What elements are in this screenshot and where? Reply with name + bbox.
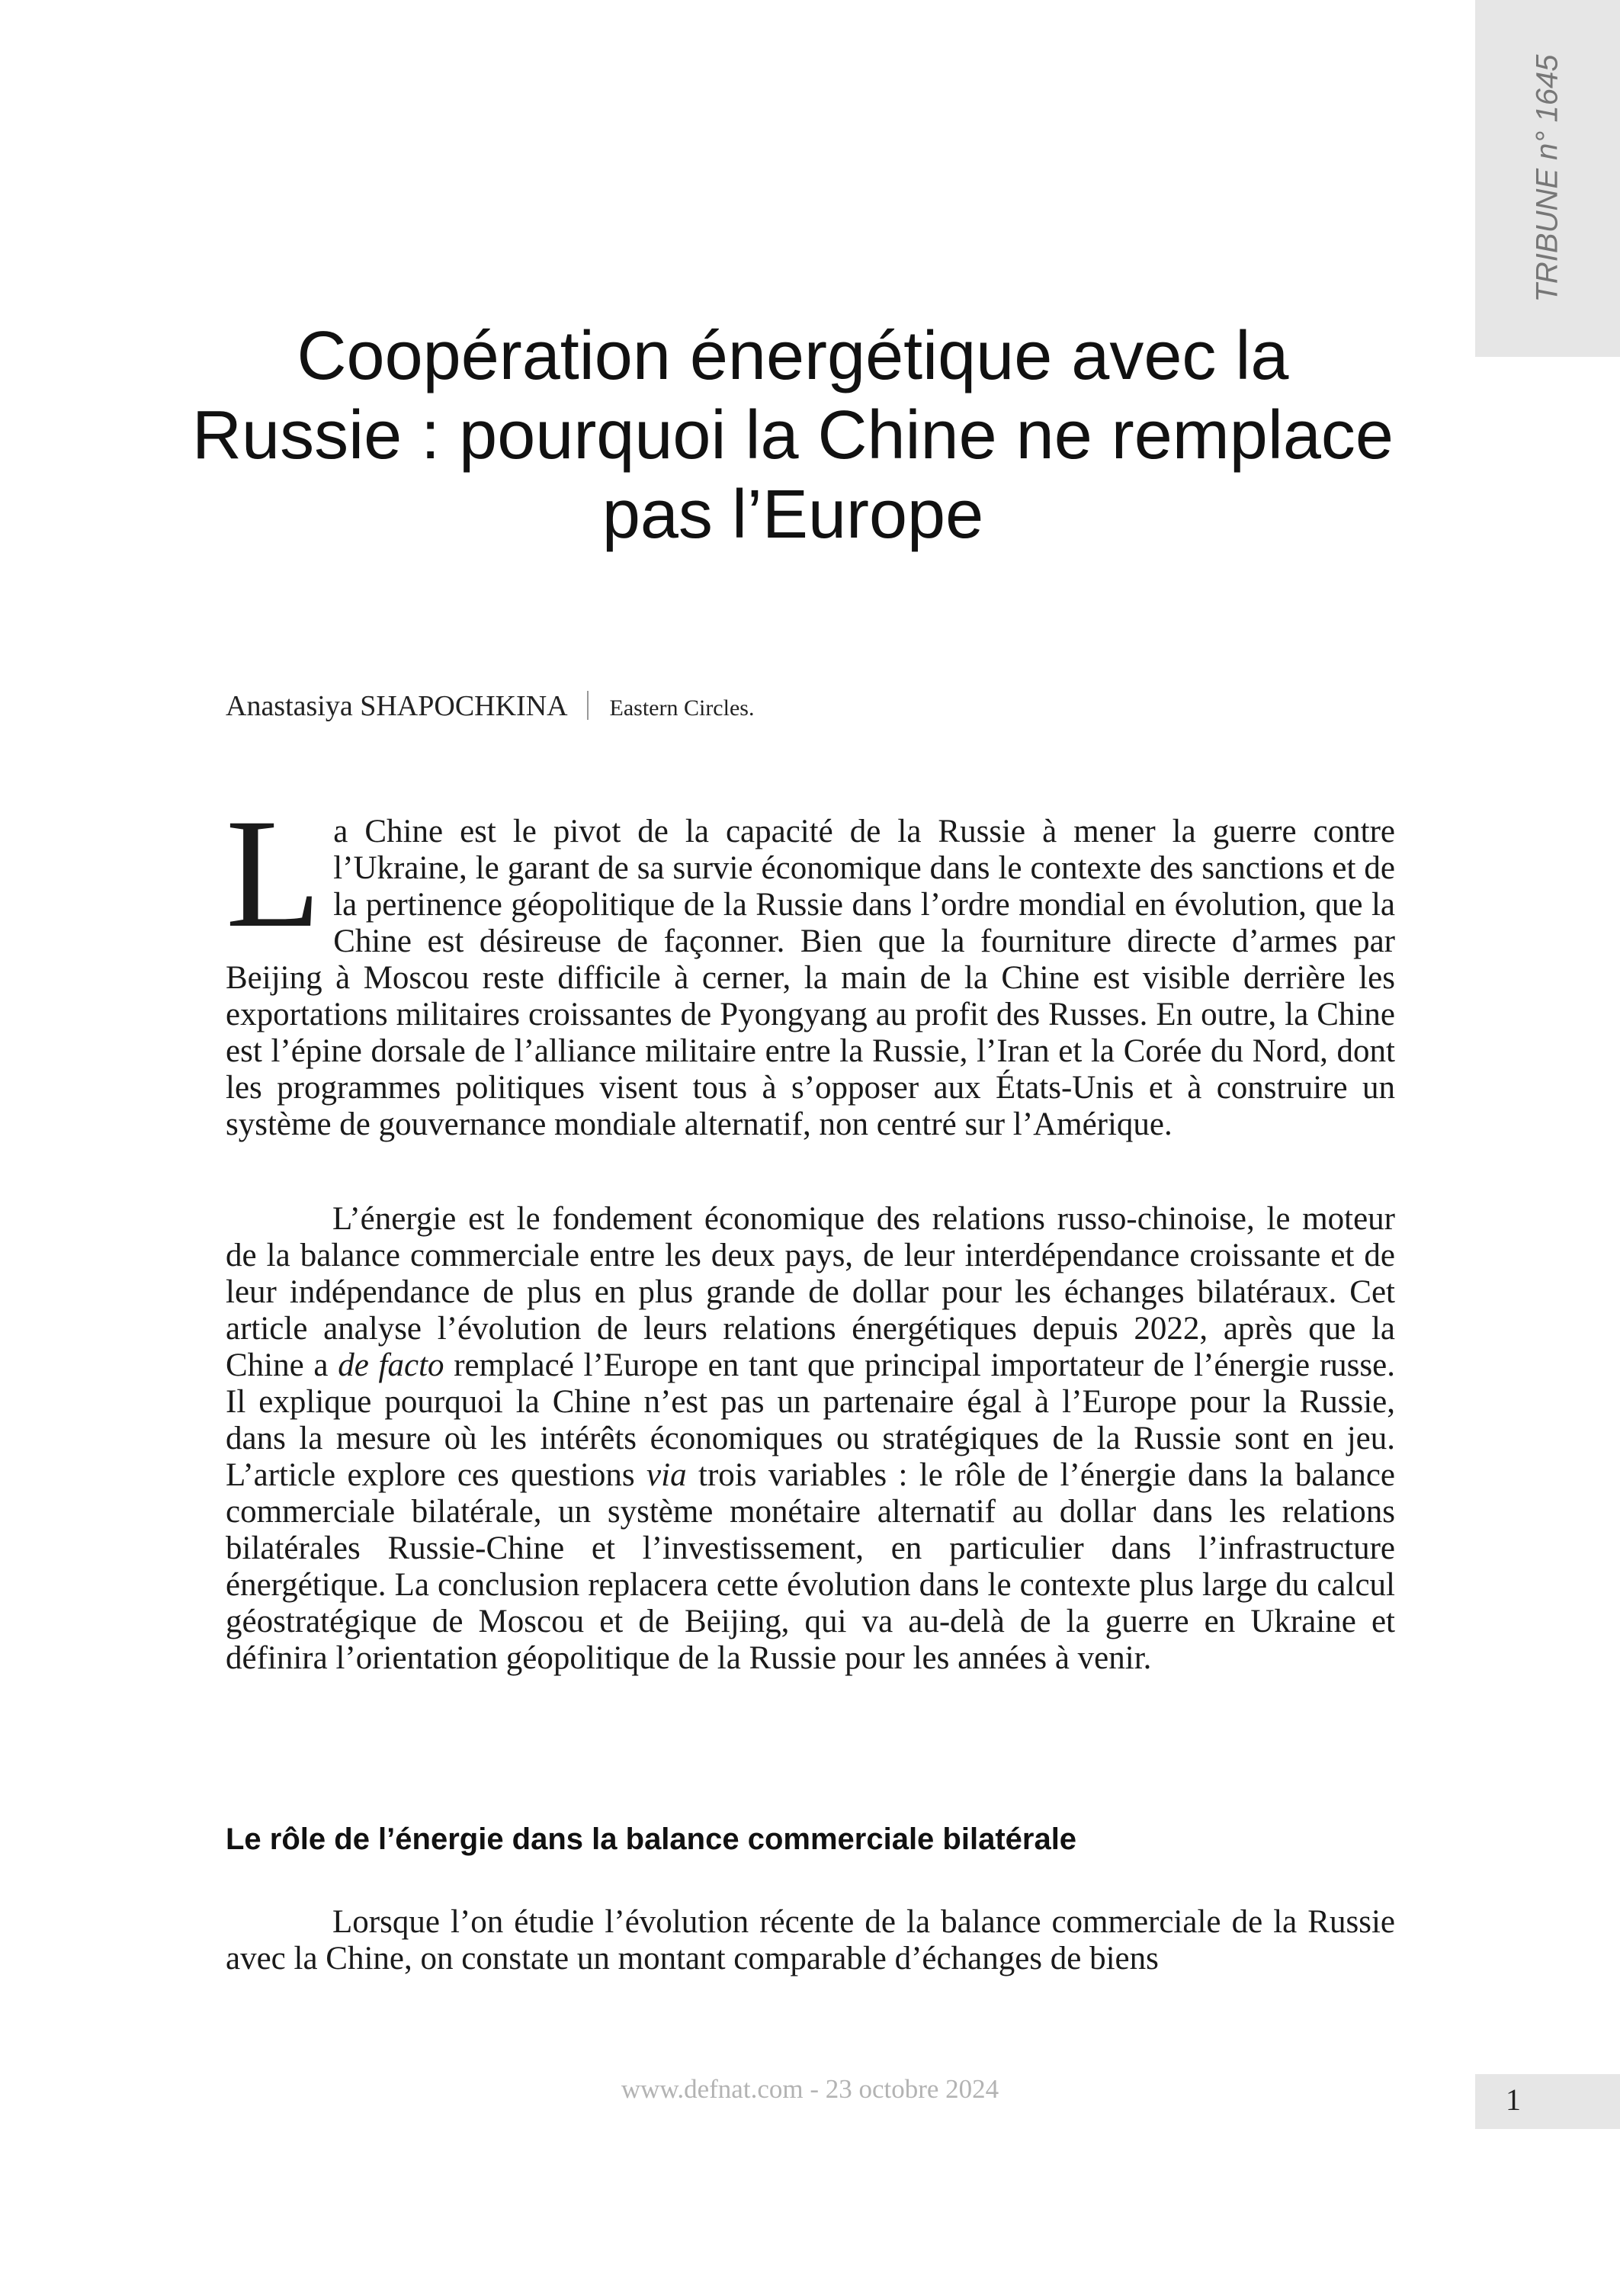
byline [226,689,754,723]
series-label: TRIBUNE n° 1645 [1530,54,1564,303]
section-paragraph: Lorsque l’on étudie l’évolution récente de la balance commerciale de la Russie avec la Chine, on constate un montant comparable d’échanges de biens [226,1904,1395,1976]
author-affiliation: Eastern Circles. [609,695,755,721]
page-number: 1 [1506,2082,1521,2117]
second-paragraph-italic-de-facto: de facto [338,1347,444,1383]
intro-paragraph [226,787,1395,1143]
drop-cap: L [226,787,322,960]
second-paragraph-italic-via: via [646,1457,687,1493]
author-first-name: Anastasiya [226,690,353,722]
byline-divider [587,691,589,720]
section-heading: Le rôle de l’énergie dans la balance commerciale bilatérale [226,1822,1077,1856]
second-paragraph [226,1201,1395,1677]
series-tab [1475,0,1620,357]
intro-paragraph-text: a Chine est le pivot de la capacité de la Russie à mener la guerre contre l’Ukraine, le garant de sa survie économique dans le contexte des sanctions et de la pertinence géopolitique de la Russie dans l’ordre mondial en évolution, que la Chine est désireuse de façonner. Bien que la fourniture directe d’armes par Beijing à Moscou reste difficile à cerner, la main de la Chine est visible derrière les exportations militaires croissantes de Pyongyang au profit des Russes. En outre, la Chine est l’épine dorsale de l’alliance militaire entre la Russie, l’Iran et la Corée du Nord, dont les programmes politiques visent tous à s’opposer aux États-Unis et à construire un système de gouvernance mondiale alternatif, non centré sur l’Amérique. [226,814,1395,1142]
second-paragraph-part2: remplacé l’Europe en tant que principal importateur de l’énergie russe. Il explique pourquoi la Chine n’est pas un partenaire égal à l’Europe pour la Russie, dans la mesure où les intérêts économiques ou stratégiques de la Russie sont en jeu. L’article explore ces questions [226,1347,1395,1493]
footer-source: www.defnat.com - 23 octobre 2024 [621,2074,999,2104]
page-title: Coopération énergétique avec la Russie : pourquoi la Chine ne remplace pas l’Europe [192,318,1394,553]
second-paragraph-part3: trois variables : le rôle de l’énergie dans la balance commerciale bilatérale, un système monétaire alternatif au dollar dans les relations bilatérales Russie-Chine et l’investissement, en particulier dans l’infrastructure énergétique. La conclusion replacera cette évolution dans le contexte plus large du calcul géostratégique de Moscou et de Beijing, qui va au-delà de la guerre en Ukraine et définira l’orientation géopolitique de la Russie pour les années à venir. [226,1457,1396,1676]
second-paragraph-part1: L’énergie est le fondement économique des relations russo-chinoise, le moteur de la balance commerciale entre les deux pays, de leur interdépendance croissante et de leur indépendance de plus en plus grande de dollar pour les échanges bilatéraux. Cet article analyse l’évolution de leurs relations énergétiques depuis 2022, après que la Chine a [226,1201,1395,1383]
author-last-name: SHAPOCHKINA [360,690,566,722]
page-number-tab [1475,2074,1620,2129]
